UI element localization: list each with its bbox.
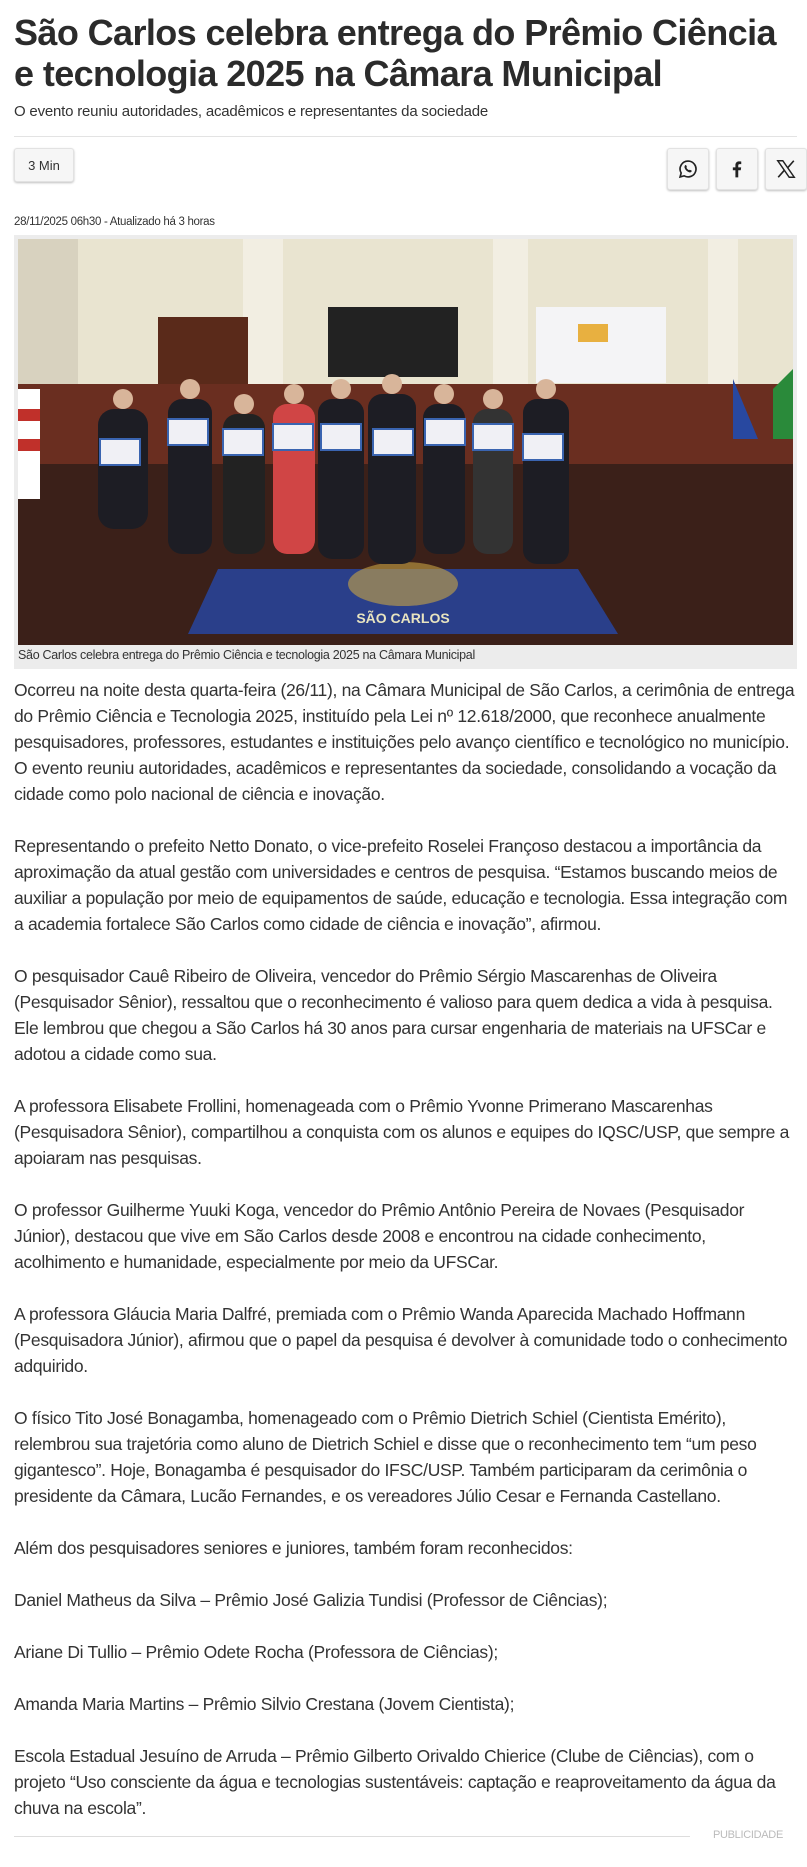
- paragraph: A professora Gláucia Maria Dalfré, premiada com o Prêmio Wanda Aparecida Machado Hoffmann (Pesquisadora Júnior), afirmou que o papel da pesquisa é devolver à comunidade todo o conhecimento adquirido.: [14, 1304, 788, 1376]
- whatsapp-icon: [678, 159, 698, 179]
- facebook-icon: [727, 158, 747, 180]
- image-caption: São Carlos celebra entrega do Prêmio Ciência e tecnologia 2025 na Câmara Municipal: [18, 648, 475, 662]
- paragraph: O físico Tito José Bonagamba, homenageado com o Prêmio Dietrich Schiel (Cientista Emérito), relembrou sua trajetória como aluno de Dietrich Schiel e disse que o reconhecimento tem “um peso gigantesco”. Hoje, Bonagamba é pesquisador do IFSC/USP. Também participaram da cerimônia o presidente da Câmara, Lucão Fernandes, e os vereadores Júlio Cesar e Fernanda Castellano.: [14, 1408, 757, 1506]
- divider: [14, 136, 797, 137]
- photo-carpet-text: SÃO CARLOS: [356, 610, 450, 626]
- article-subtitle: O evento reuniu autoridades, acadêmicos e representantes da sociedade: [14, 103, 489, 120]
- paragraph: O professor Guilherme Yuuki Koga, vencedor do Prêmio Antônio Pereira de Novaes (Pesquisador Júnior), destacou que vive em São Carlos desde 2008 e encontrou na cidade conhecimento, acolhimento e humanidade, especialmente por meio da UFSCar.: [14, 1200, 745, 1272]
- paragraph: Amanda Maria Martins – Prêmio Silvio Crestana (Jovem Cientista);: [14, 1694, 515, 1714]
- paragraph: Daniel Matheus da Silva – Prêmio José Galizia Tundisi (Professor de Ciências);: [14, 1590, 608, 1610]
- divider: [14, 1836, 690, 1837]
- paragraph: O pesquisador Cauê Ribeiro de Oliveira, vencedor do Prêmio Sérgio Mascarenhas de Oliveira (Pesquisador Sênior), ressaltou que o reconhecimento é valioso para quem dedica a vida à pesquisa. Ele lembrou que chegou a São Carlos há 30 anos para cursar engenharia de materiais na UFSCar e adotou a cidade como sua.: [14, 966, 773, 1064]
- x-icon: [775, 158, 797, 180]
- paragraph: Ariane Di Tullio – Prêmio Odete Rocha (Professora de Ciências);: [14, 1642, 498, 1662]
- article-body: [14, 677, 799, 1847]
- paragraph: Ocorreu na noite desta quarta-feira (26/11), na Câmara Municipal de São Carlos, a cerimônia de entrega do Prêmio Ciência e Tecnologia 2025, instituído pela Lei nº 12.618/2000, que reconhece anualmente pesquisadores, professores, estudantes e instituições pelo avanço científico e tecnológico no município. O evento reuniu autoridades, acadêmicos e representantes da sociedade, consolidando a vocação da cidade como polo nacional de ciência e inovação.: [14, 680, 795, 804]
- paragraph: Representando o prefeito Netto Donato, o vice-prefeito Roselei Françoso destacou a importância da aproximação da atual gestão com universidades e centros de pesquisa. “Estamos buscando meios de auxiliar a população por meio de equipamentos de saúde, educação e tecnologia. Essa integração com a academia fortalece São Carlos como cidade de ciência e inovação”, afirmou.: [14, 836, 788, 934]
- paragraph: Escola Estadual Jesuíno de Arruda – Prêmio Gilberto Orivaldo Chierice (Clube de Ciências), com o projeto “Uso consciente da água e tecnologias sustentáveis: captação e reaproveitamento da água da chuva na escola”.: [14, 1746, 776, 1818]
- share-whatsapp-button[interactable]: [667, 148, 709, 190]
- publish-date: 28/11/2025 06h30 - Atualizado há 3 horas: [14, 216, 215, 228]
- advertisement-label: PUBLICIDADE: [712, 1829, 783, 1841]
- read-time-badge[interactable]: 3 Min: [14, 148, 74, 182]
- share-facebook-button[interactable]: [716, 148, 758, 190]
- paragraph: Além dos pesquisadores seniores e juniores, também foram reconhecidos:: [14, 1538, 573, 1558]
- article-photo[interactable]: [18, 239, 793, 645]
- paragraph: A professora Elisabete Frollini, homenageada com o Prêmio Yvonne Primerano Mascarenhas (Pesquisadora Sênior), compartilhou a conquista com os alunos e equipes do IQSC/USP, que sempre a apoiaram nas pesquisas.: [14, 1096, 790, 1168]
- article-figure: [14, 235, 797, 669]
- share-x-button[interactable]: [765, 148, 807, 190]
- article-title: São Carlos celebra entrega do Prêmio Ciência e tecnologia 2025 na Câmara Municipal: [14, 12, 776, 94]
